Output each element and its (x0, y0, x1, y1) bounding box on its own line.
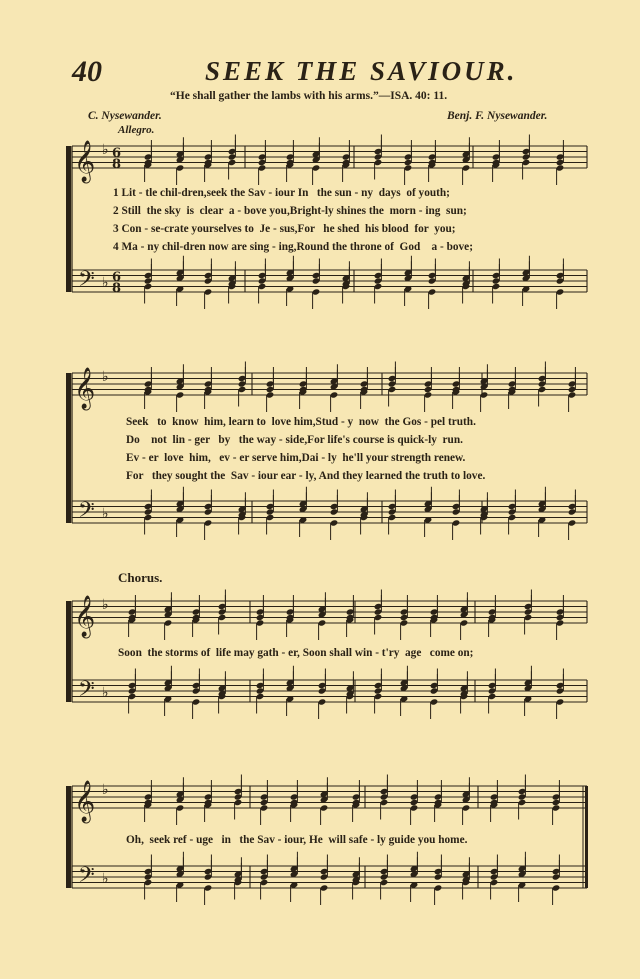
verse-line-4: 4 Ma - ny chil-dren now are sing - ing,Round the throne of God a - bove; (113, 241, 473, 253)
flat-icon: ♭ (102, 506, 109, 522)
final-barline-thick (585, 786, 588, 888)
chorus-line-1: Soon the storms of life may gath - er, Soon shall win - t'ry age come on; (118, 647, 474, 659)
flat-icon: ♭ (102, 369, 109, 385)
page-number: 40 (72, 55, 102, 88)
flat-icon: ♭ (102, 782, 109, 798)
time-signature-bottom: 8 (112, 281, 122, 296)
system-bracket (66, 146, 71, 292)
treble-clef-icon: 𝄞 (74, 141, 96, 182)
verse-line-4-b: For they sought the Sav - iour ear - ly, And they learned the truth to love. (126, 470, 486, 482)
bass-clef-icon: 𝄢 (78, 863, 95, 893)
chorus-line-2: Oh, seek ref - uge in the Sav - iour, He will safe - ly guide you home. (126, 834, 468, 846)
verse-line-3-b: Ev - er love him, ev - er serve him,Dai - ly he'll your strength renew. (126, 452, 466, 464)
bass-clef-icon: 𝄢 (78, 677, 95, 707)
chorus-label: Chorus. (118, 570, 163, 585)
verse-line-1: 1 Lit - tle chil-dren,seek the Sav - iour In the sun - ny days of youth; (113, 187, 450, 199)
tempo-marking: Allegro. (118, 124, 155, 136)
verse-line-1-b: Seek to know him, learn to love him,Stud - y now the Gos - pel truth. (126, 416, 476, 428)
treble-clef-icon: 𝄞 (74, 596, 96, 637)
treble-clef-icon: 𝄞 (74, 781, 96, 822)
flat-icon: ♭ (102, 871, 109, 887)
system-bracket (66, 373, 71, 523)
flat-icon: ♭ (102, 275, 109, 291)
system-bracket (66, 601, 71, 702)
scripture-epigraph: “He shall gather the lambs with his arms.”—ISA. 40: 11. (170, 90, 448, 102)
system-bracket (66, 786, 71, 888)
bass-clef-icon: 𝄢 (78, 267, 95, 297)
time-signature-top: 6 (112, 146, 122, 161)
bass-clef-icon: 𝄢 (78, 498, 95, 528)
verse-line-2-b: Do not lin - ger by the way - side,For life's course is quick-ly run. (126, 434, 463, 446)
flat-icon: ♭ (102, 597, 109, 613)
flat-icon: ♭ (102, 142, 109, 158)
composer-credit: Benj. F. Nysewander. (447, 110, 548, 122)
lyricist-credit: C. Nysewander. (88, 110, 162, 122)
time-signature-bottom: 8 (112, 157, 122, 172)
verse-line-3: 3 Con - se-crate yourselves to Je - sus,For he shed his blood for you; (113, 223, 456, 235)
hymn-title: SEEK THE SAVIOUR. (205, 56, 518, 86)
verse-line-2: 2 Still the sky is clear a - bove you,Bright-ly shines the morn - ing sun; (113, 205, 467, 217)
time-signature-top: 6 (112, 270, 122, 285)
flat-icon: ♭ (102, 685, 109, 701)
treble-clef-icon: 𝄞 (74, 368, 96, 409)
